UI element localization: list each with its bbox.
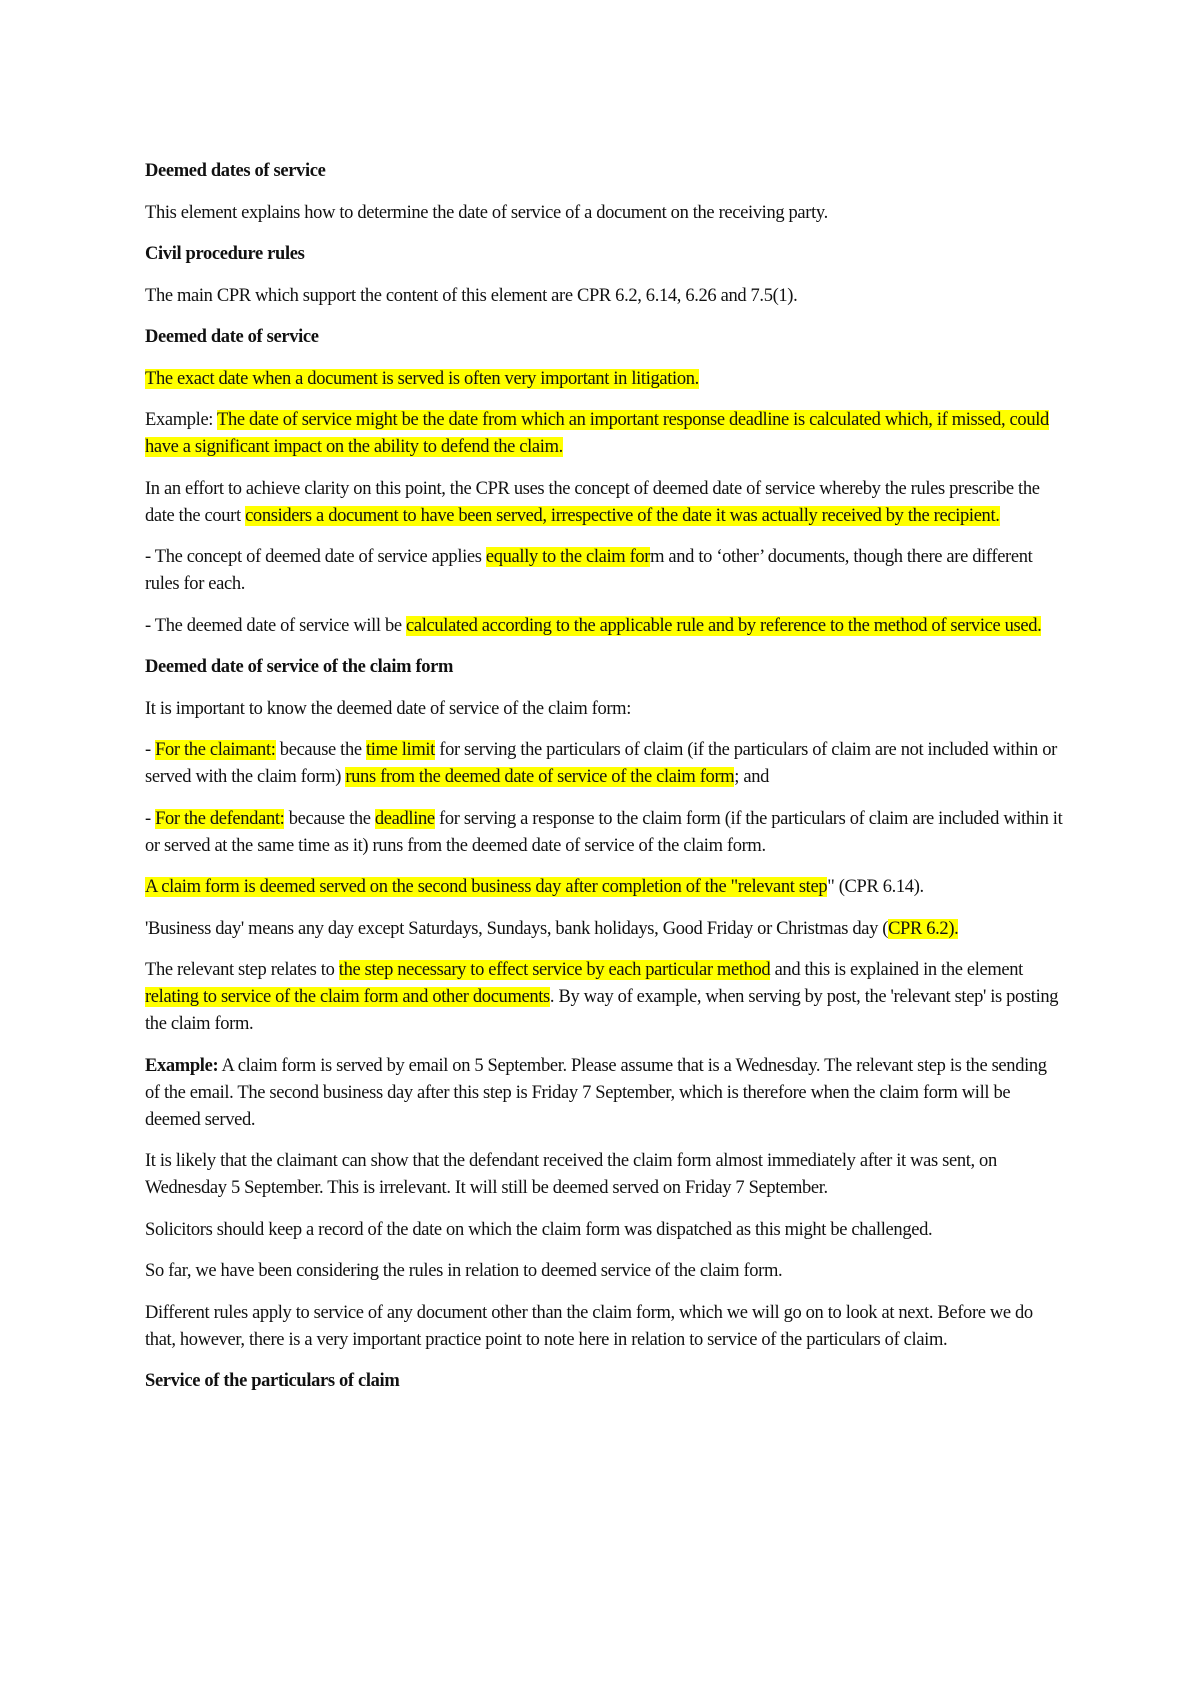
- claimant-text-b: for serving the particulars of claim (if the particulars of claim are not included within or served with the claim form): [145, 740, 1057, 787]
- highlight-step-necessary: the step necessary to effect service by each particular method: [338, 960, 771, 980]
- highlight-example-deadline: The date of service might be the date from which an important response deadline is calculated which, if missed, could have a significant impact on the ability to defend the claim.: [145, 410, 1049, 457]
- second-business-day-paragraph: [145, 874, 1065, 901]
- likely-paragraph: It is likely that the claimant can show that the defendant received the claim form almost immediately after it was sent, on Wednesday 5 September. This is irrelevant. It will still be deemed served on Friday 7 September.: [145, 1151, 997, 1198]
- highlight-relating-to-service: relating to service of the claim form and other documents: [145, 987, 550, 1007]
- highlight-clarity: considers a document to have been served, irrespective of the date it was actually received by the recipient.: [245, 505, 1000, 526]
- concept-text-a: - The concept of deemed date of service applies: [145, 547, 486, 567]
- claimant-dash: -: [145, 740, 156, 760]
- clarity-text: In an effort to achieve clarity on this point, the CPR uses the concept of deemed date of service whereby the rules prescribe the date the court: [145, 478, 1040, 526]
- example-label: Example:: [145, 410, 218, 430]
- highlight-runs-from: runs from the deemed date of service of the claim form: [345, 767, 735, 787]
- different-rules-paragraph: Different rules apply to service of any document other than the claim form, which we will go on to look at next. Before we do that, however, there is a very important practice point to note here in relation to service of the particulars of claim.: [145, 1302, 1033, 1350]
- highlight-time-limit: time limit: [366, 740, 435, 760]
- defendant-dash: -: [145, 808, 156, 829]
- intro-paragraph: This element explains how to determine the date of service of a document on the receiving party.: [145, 202, 828, 223]
- record-paragraph: Solicitors should keep a record of the date on which the claim form was dispatched as this might be challenged.: [145, 1219, 933, 1240]
- heading-deemed-dates-of-service: Deemed dates of service: [145, 161, 326, 181]
- business-day-text: 'Business day' means any day except Saturdays, Sundays, bank holidays, Good Friday or Christmas day (: [145, 918, 889, 939]
- highlight-concept: equally to the claim for: [485, 547, 651, 567]
- highlight-cpr-6-2: CPR 6.2).: [888, 918, 959, 939]
- exact-date-paragraph: [145, 366, 1065, 393]
- highlight-calculated: calculated according to the applicable rule and by reference to the method of service used.: [406, 615, 1042, 636]
- heading-civil-procedure-rules: Civil procedure rules: [145, 244, 305, 264]
- example-email-text: A claim form is served by email on 5 September. Please assume that is a Wednesday. The relevant step is the sending of the email. The second business day after this step is Friday 7 September, which is therefore when the claim form will be deemed served.: [145, 1055, 1047, 1130]
- claimant-text-c: ; and: [734, 767, 770, 787]
- concept-paragraph: [145, 544, 1065, 598]
- heading-deemed-date-of-service: Deemed date of service: [145, 327, 319, 347]
- highlight-exact-date: The exact date when a document is served is often very important in litigation.: [145, 368, 699, 389]
- relevant-text-a: The relevant step relates to: [145, 960, 339, 980]
- heading-service-particulars: Service of the particulars of claim: [145, 1371, 400, 1391]
- relevant-text-c: . By way of example, when serving by post, the 'relevant step' is posting the claim form.: [145, 987, 1059, 1034]
- highlight-for-claimant: For the claimant:: [155, 740, 276, 760]
- highlight-second-business-day: A claim form is deemed served on the second business day after completion of the "relevant step: [145, 877, 828, 897]
- defendant-text-a: because the: [284, 808, 375, 829]
- heading-deemed-date-claim-form: Deemed date of service of the claim form: [145, 657, 454, 677]
- clarity-paragraph: [145, 476, 1065, 530]
- example-deadline-paragraph: [145, 407, 1065, 461]
- calculated-paragraph: [145, 613, 1065, 640]
- highlight-deadline: deadline: [374, 808, 435, 829]
- relevant-text-b: and this is explained in the element: [770, 960, 1023, 980]
- cpr-paragraph: The main CPR which support the content of this element are CPR 6.2, 6.14, 6.26 and 7.5(1).: [145, 285, 798, 306]
- example-email-paragraph: [145, 1053, 1065, 1134]
- example-email-label: Example:: [145, 1055, 219, 1076]
- important-paragraph: It is important to know the deemed date of service of the claim form:: [145, 698, 631, 719]
- document-page: [145, 158, 1065, 1410]
- defendant-text-b: for serving a response to the claim form (if the particulars of claim are included within it or served at the same time as it) runs from the deemed date of service of the claim form.: [145, 808, 1063, 856]
- business-day-paragraph: [145, 916, 1065, 943]
- calculated-text: - The deemed date of service will be: [145, 615, 407, 636]
- concept-text-b: m and to ‘other’ documents, though there are different rules for each.: [145, 547, 1033, 594]
- claimant-paragraph: [145, 737, 1065, 791]
- claimant-text-a: because the: [275, 740, 367, 760]
- second-business-day-ref: " (CPR 6.14).: [827, 877, 924, 897]
- highlight-for-defendant: For the defendant:: [155, 808, 285, 829]
- defendant-paragraph: [145, 806, 1065, 860]
- so-far-paragraph: So far, we have been considering the rules in relation to deemed service of the claim form.: [145, 1261, 783, 1281]
- relevant-step-paragraph: [145, 957, 1065, 1038]
